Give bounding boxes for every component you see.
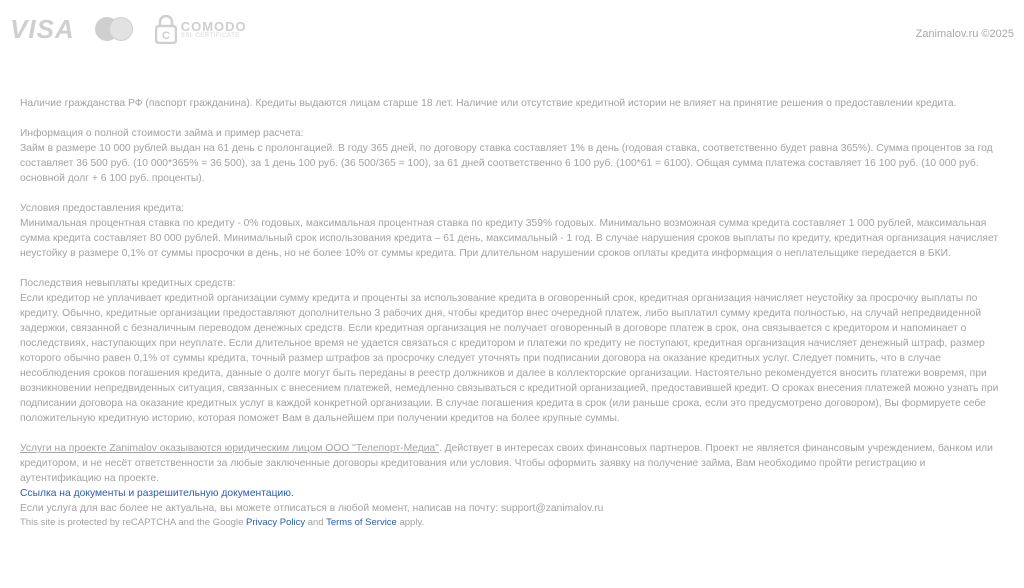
lock-icon xyxy=(155,14,177,44)
non-payment-title: Последствия невыплаты кредитных средств: xyxy=(20,278,236,289)
recaptcha-prefix: This site is protected by reCAPTCHA and the Google xyxy=(20,517,246,528)
non-payment-body: Если кредитор не уплачивает кредитной организации сумму кредита и проценты за использование кредита в оговоренный срок, кредитная организация начисляет неустойку за просрочку выплаты по кредиту. Обычно, кредитные организации предоставляют дополнительно 3 рабочих дня, чтобы кредитор внес очередной платеж, либо выплатил сумму кредита полностью, на случай непредвиденной задержки, связанной с безналичным переводом денежных средств. Если кредитная организация не получает оговоренный в договоре платеж в срок, она связывается с кредитором и напоминает о последствиях, наступающих при неуплате. Если длительное время не удается связаться с кредитором и платежи по кредиту не поступают, кредитная организация начисляет денежный штраф, размер которого обычно равен 0,1% от суммы кредита, точный размер штрафов за просрочку следует уточнять при подписании договора на оказание кредитных услуг. Следует помнить, что в случае несоблюдения сроков погашения кредита, данные о долге могут быть переданы в реестр должников и далее в коллекторские организации. Настоятельно рекомендуется вносить платежи вовремя, при возникновении непредвиденных ситуация, связанных с внесением платежей, немедленно связываться с кредитной организацией, предоставившей кредит. О сроках внесения платежей можно узнать при подписании договора на оказание кредитных услуг в каждой конкретной организации. В случае погашения кредита в срок (или раньше срока, если это предусмотрено договором), Вы формируете себе положительную кредитную историю, которая поможет Вам в дальнейшем при получении кредитов на более крупные суммы. xyxy=(20,293,999,424)
legal-info xyxy=(20,96,1004,530)
citizenship-requirements: Наличие гражданства РФ (паспорт гражданина). Кредиты выдаются лицам старше 18 лет. Наличие или отсутствие кредитной истории не влияет на принятие решения о предоставлении кредита. xyxy=(20,98,957,109)
visa-logo: VISA xyxy=(10,14,75,44)
copyright: Zanimalov.ru ©2025 xyxy=(915,28,1014,40)
comodo-name: COMODO xyxy=(180,18,247,34)
terms-of-service-link[interactable]: Terms of Service xyxy=(326,517,397,528)
credit-conditions-title: Условия предоставления кредита: xyxy=(20,203,185,214)
unsubscribe-text: Если услуга для вас более не актуальна, вы можете отписаться в любой момент, написав на почту: support@zanimalov.ru xyxy=(20,503,604,514)
company-info xyxy=(20,441,1004,486)
company-link[interactable]: Услуги на проекте Zanimalov оказываются юридическим лицом ООО "Телепорт-Медиа" xyxy=(20,443,439,454)
comodo-subtitle: SSL CERTIFICATE xyxy=(180,32,240,39)
payment-logos xyxy=(10,14,247,44)
svg-text:C: C xyxy=(161,30,170,42)
recaptcha-and: and xyxy=(305,517,327,528)
credit-conditions-body: Минимальная процентная ставка по кредиту - 0% годовых, максимальная процентная ставка по кредиту 359% годовых. Минимально возможная сумма кредита составляет 1 000 рублей, максимальная сумма кредита составляет 80 000 рублей. Минимальный срок использования кредита – 61 день, максимальный - 1 год. В случае нарушения сроков выплаты по кредиту, кредитная организация начисляет неустойку в размере 0,1% от суммы просрочки в день, но не более 10% от суммы кредита. При длительном нарушении сроков оплаты кредита информация о неплательщике передается в БКИ. xyxy=(20,218,999,259)
footer-top-bar xyxy=(0,0,1024,60)
loan-cost-example: Займ в размере 10 000 рублей выдан на 61 день с пролонгацией. В году 365 дней, по договору ставка составляет 1% в день (годовая ставка, соответственно будет равна 365%). Сумма процентов за год составляет 36 500 руб. (10 000*365% = 36 500), за 1 день 100 руб. (36 500/365 = 100), за 61 дней соответственно 6 100 руб. (100*61 = 6100). Общая сумма платежа составляет 16 100 руб. (10 000 руб. основной долг + 6 100 руб. проценты). xyxy=(20,143,993,184)
recaptcha-suffix: apply. xyxy=(396,517,425,528)
mastercard-logo xyxy=(95,16,135,42)
privacy-policy-link[interactable]: Privacy Policy xyxy=(246,517,306,528)
company-info-text: . Действует в интересах своих финансовых партнеров. Проект не является финансовым учреждением, банком или кредитором, и не несёт ответственности за любые заключенные договоры кредитования или условия. Чтобы оформить заявку на получение займа, Вам необходимо пройти регистрацию и аутентификацию на проекте. xyxy=(20,443,993,484)
comodo-ssl-logo xyxy=(155,14,247,44)
documents-link[interactable]: Ссылка на документы и разрешительную документацию. xyxy=(20,488,294,499)
recaptcha-notice xyxy=(20,516,1004,530)
loan-cost-title: Информация о полной стоимости займа и пример расчета: xyxy=(20,128,304,139)
